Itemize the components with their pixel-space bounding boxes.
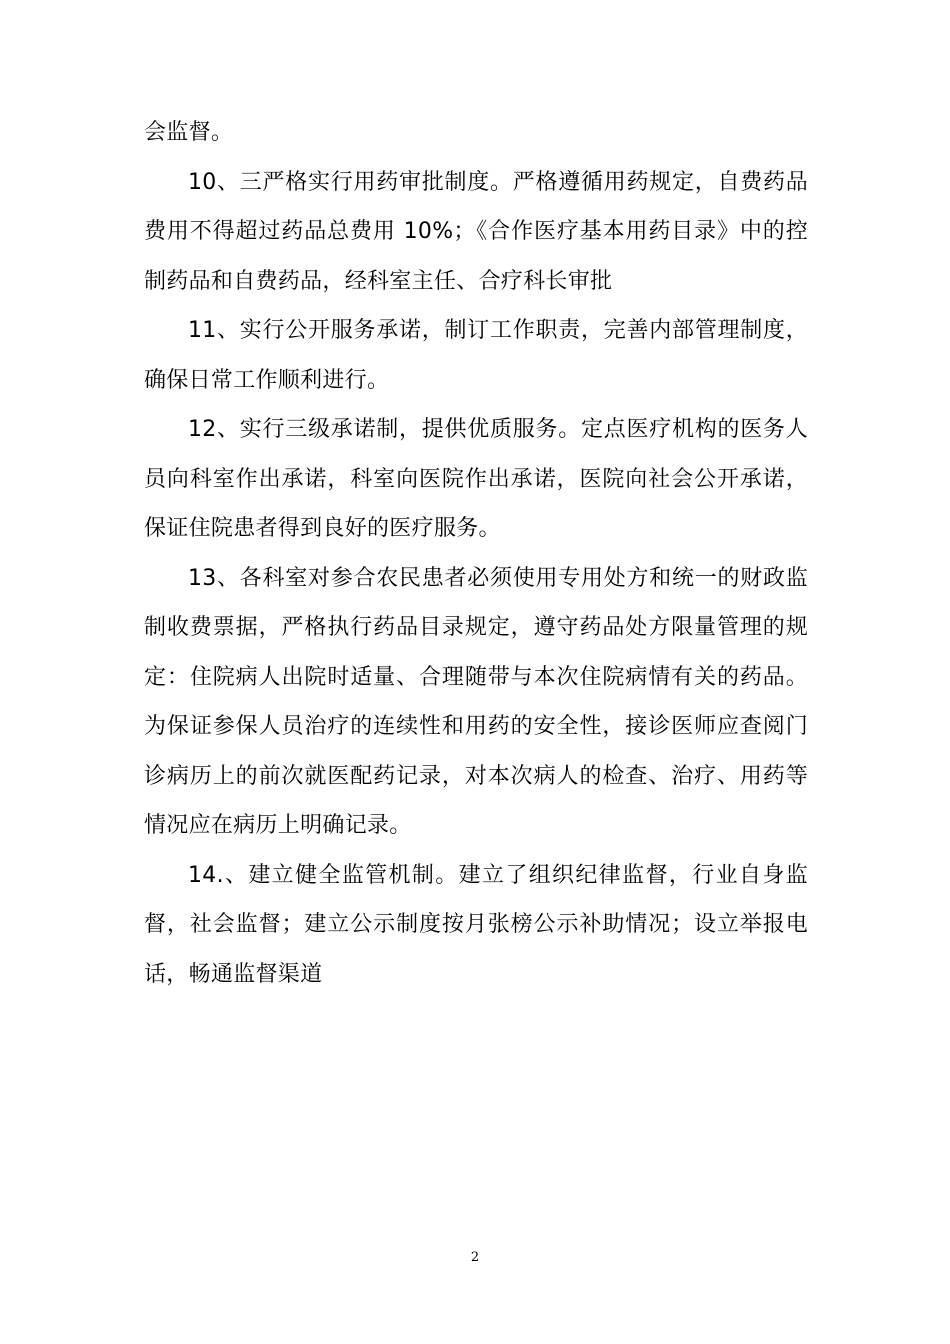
paragraph-item-11: 11、实行公开服务承诺，制订工作职责，完善内部管理制度，确保日常工作顺利进行。 bbox=[144, 318, 808, 393]
document-body bbox=[144, 108, 808, 999]
paragraph-item-12: 12、实行三级承诺制，提供优质服务。定点医疗机构的医务人员向科室作出承诺，科室向医院作出承诺，医院向社会公开承诺，保证住院患者得到良好的医疗服务。 bbox=[144, 417, 808, 541]
paragraph-item-10: 10、三严格实行用药审批制度。严格遵循用药规定，自费药品费用不得超过药品总费用 10%；《合作医疗基本用药目录》中的控制药品和自费药品，经科室主任、合疗科长审批 bbox=[144, 169, 808, 294]
paragraph-item-13: 13、各科室对参合农民患者必须使用专用处方和统一的财政监制收费票据，严格执行药品目录规定，遵守药品处方限量管理的规定：住院病人出院时适量、合理随带与本次住院病情有关的药品。为保证参保人员治疗的连续性和用药的安全性，接诊医师应查阅门诊病历上的前次就医配药记录，对本次病人的检查、治疗、用药等情况应在病历上明确记录。 bbox=[144, 565, 808, 838]
paragraph-continuation: 会监督。 bbox=[144, 120, 234, 145]
paragraph-item-14: 14.、建立健全监管机制。建立了组织纪律监督，行业自身监督，社会监督；建立公示制度按月张榜公示补助情况；设立举报电话，畅通监督渠道 bbox=[144, 862, 808, 987]
page-number: 2 bbox=[470, 1250, 480, 1265]
